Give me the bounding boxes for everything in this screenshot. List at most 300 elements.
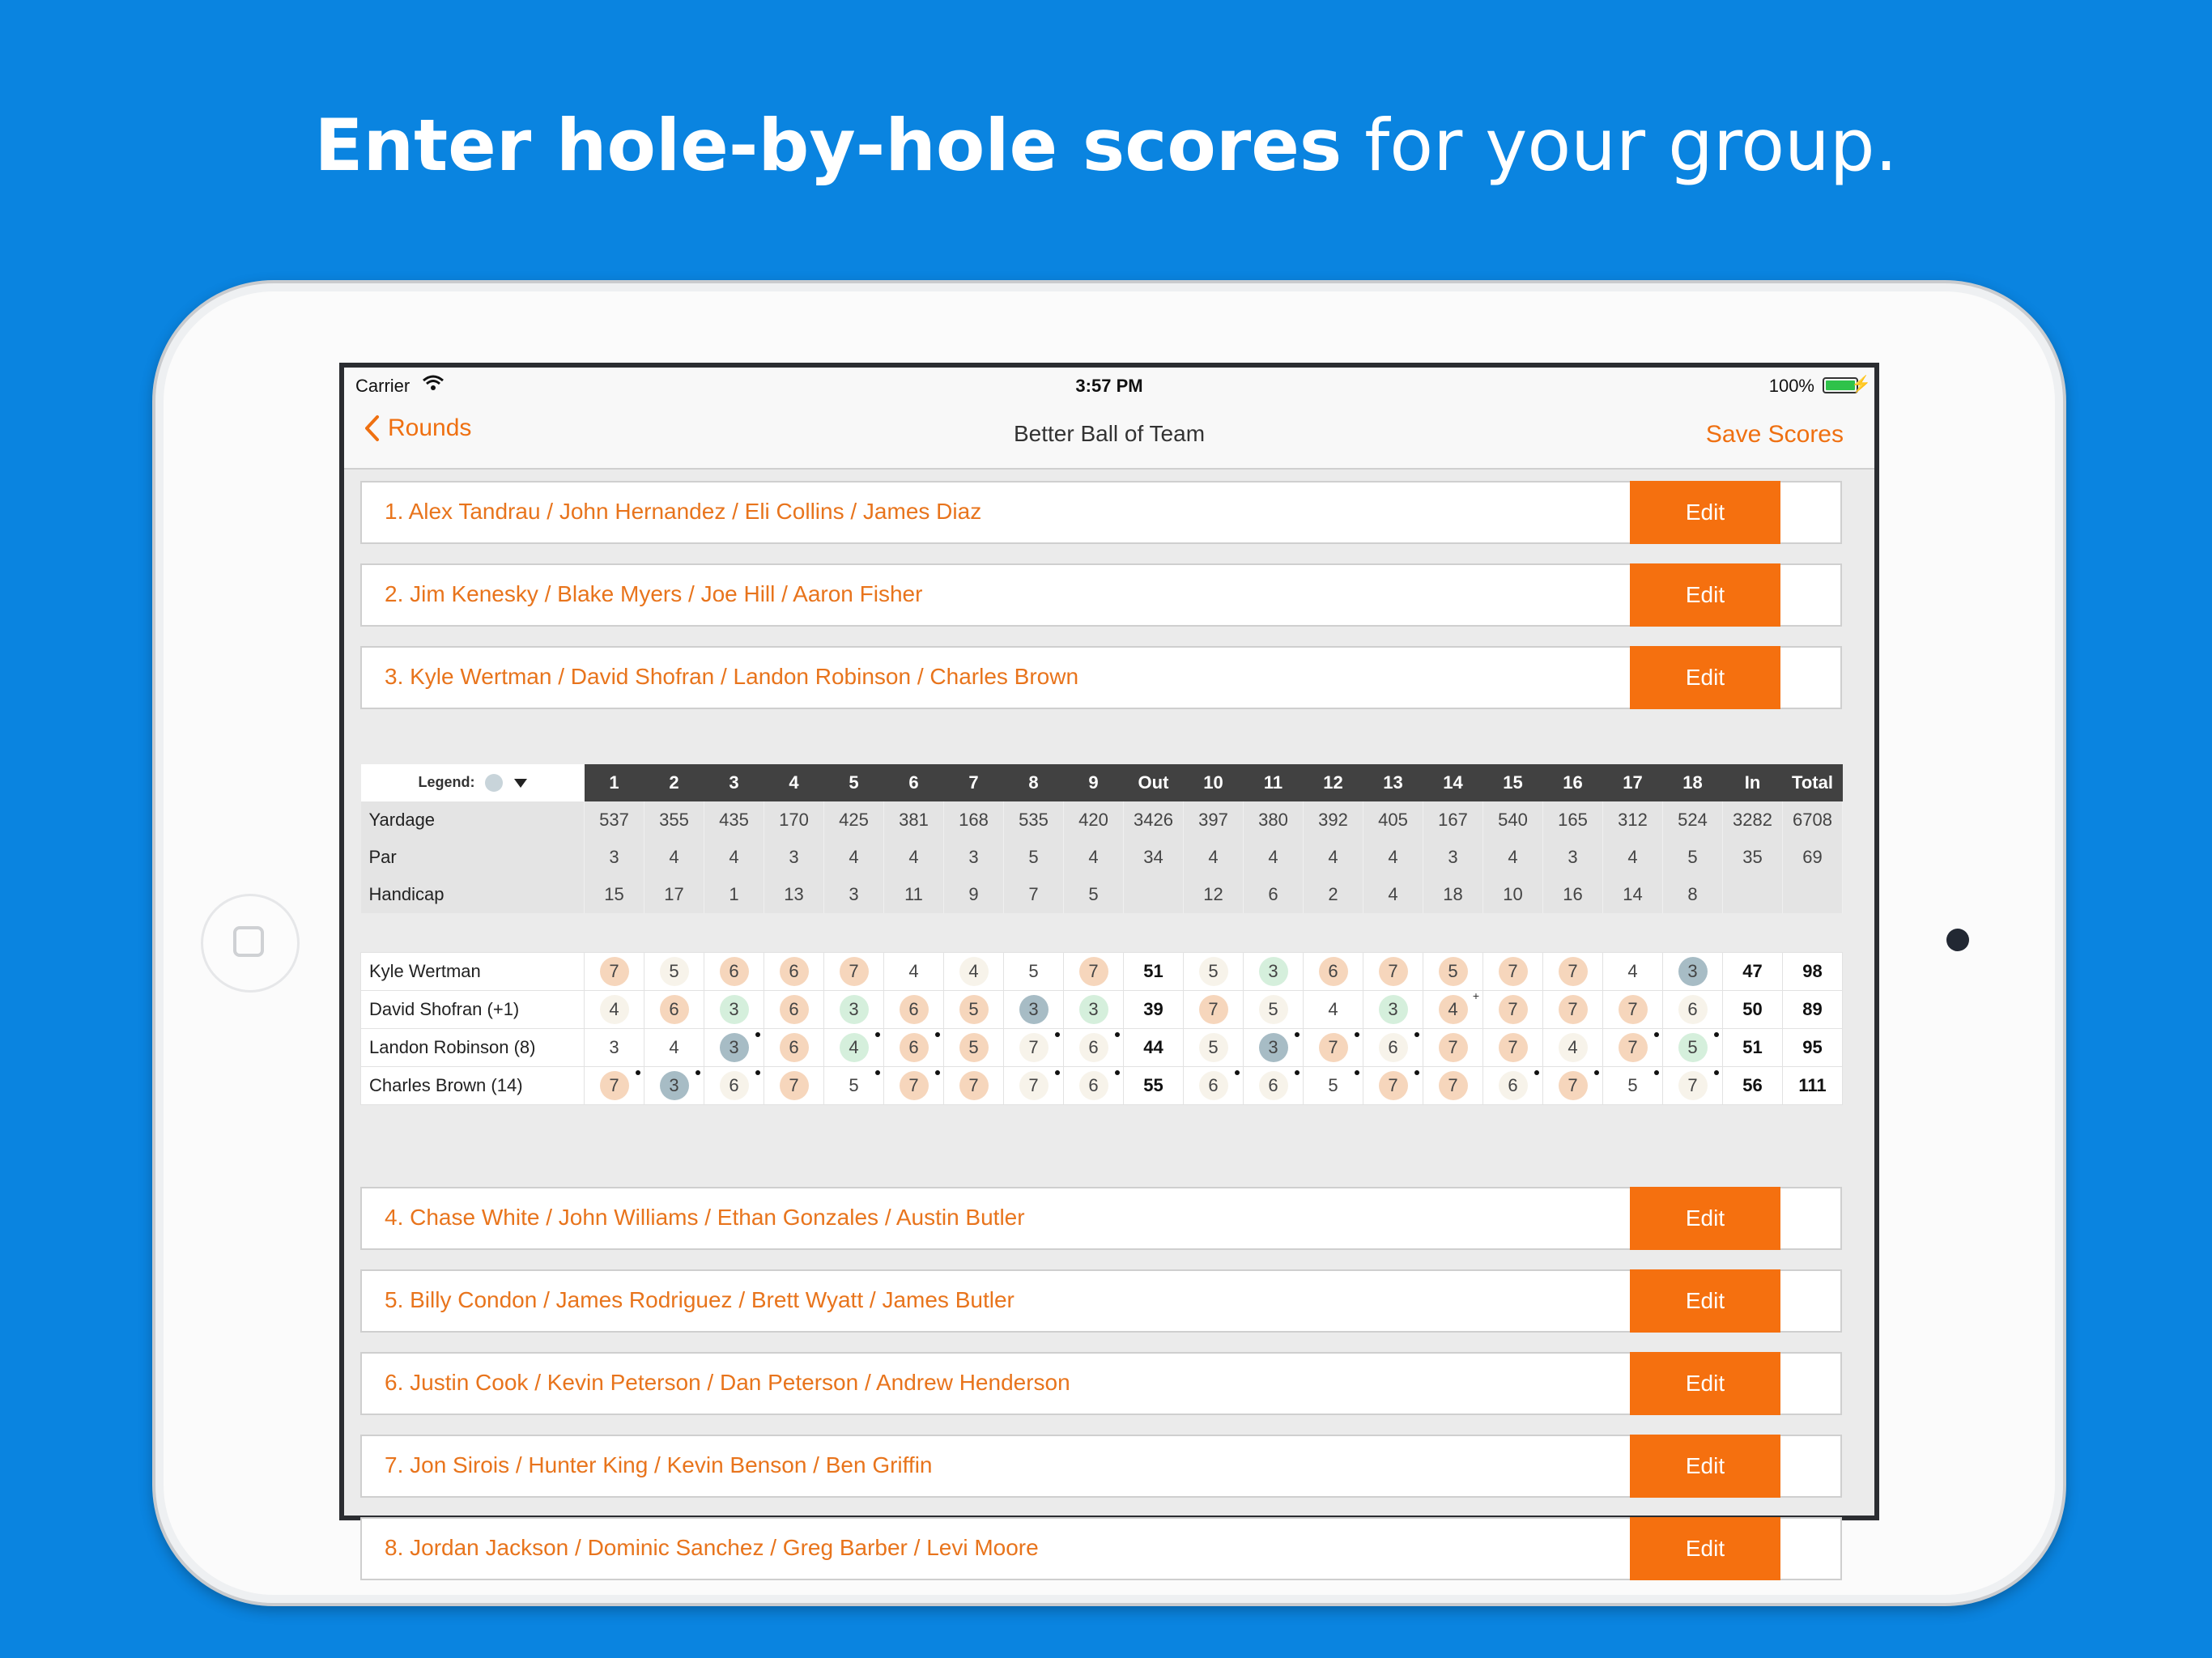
score-value: 6	[1199, 1071, 1228, 1100]
score-value: 4	[1439, 995, 1468, 1024]
home-button[interactable]	[201, 894, 300, 993]
hole-score-cell[interactable]	[644, 1029, 704, 1067]
par-cell: 4	[1064, 839, 1124, 876]
hole-score-cell[interactable]	[824, 1029, 884, 1067]
hole-header: 9	[1064, 764, 1124, 801]
handicap-cell: 2	[1304, 876, 1363, 913]
yardage-cell: 167	[1423, 801, 1483, 839]
score-value: 5	[660, 957, 689, 986]
handicap-cell: 16	[1543, 876, 1603, 913]
par-cell: 4	[884, 839, 944, 876]
par-cell: 4	[1483, 839, 1543, 876]
hole-header: 18	[1663, 764, 1723, 801]
battery-percent: 100%	[1768, 376, 1814, 396]
scorecard-table	[360, 764, 1843, 1105]
score-value: 7	[1619, 995, 1648, 1024]
handicap-cell: 14	[1603, 876, 1663, 913]
team-name: 1. Alex Tandrau / John Hernandez / Eli Collins / James Diaz	[385, 499, 982, 524]
score-value: 7	[1439, 1071, 1468, 1100]
hole-score-cell[interactable]	[1064, 1029, 1124, 1067]
scorecard	[360, 764, 1842, 1105]
team-row[interactable]	[360, 1352, 1842, 1415]
camera-lens	[1946, 929, 1969, 951]
score-value: 4	[959, 957, 989, 986]
score-value: 7	[1019, 1033, 1049, 1062]
hole-header: Total	[1783, 764, 1843, 801]
total-score-cell: 51	[1124, 953, 1184, 991]
score-value: 5	[1328, 1075, 1338, 1095]
hole-score-cell[interactable]	[1483, 1067, 1543, 1105]
page-title: Better Ball of Team	[1013, 421, 1206, 446]
hole-score-cell[interactable]	[704, 1029, 764, 1067]
scorecard-spacer	[361, 913, 1843, 953]
stroke-dot-icon	[1714, 1032, 1719, 1037]
stroke-dot-icon	[1355, 1032, 1359, 1037]
stroke-dot-icon	[1654, 1032, 1659, 1037]
hole-score-cell[interactable]	[1603, 953, 1663, 991]
hole-score-cell[interactable]	[644, 1067, 704, 1105]
hole-score-cell[interactable]	[585, 1067, 644, 1105]
hole-score-cell[interactable]	[1423, 1067, 1483, 1105]
total-score-cell: 47	[1723, 953, 1783, 991]
score-value: 7	[840, 957, 869, 986]
score-value: 7	[1559, 1071, 1588, 1100]
hole-score-cell[interactable]	[1004, 1029, 1064, 1067]
team-name: 7. Jon Sirois / Hunter King / Kevin Benson / Ben Griffin	[385, 1452, 933, 1477]
player-name: Kyle Wertman	[361, 953, 585, 991]
par-cell: 3	[585, 839, 644, 876]
edit-button[interactable]: Edit	[1630, 1517, 1780, 1580]
score-value: 5	[1439, 957, 1468, 986]
app-screen	[339, 363, 1879, 1561]
hole-score-cell[interactable]	[1423, 1029, 1483, 1067]
hole-score-cell[interactable]	[1064, 991, 1124, 1029]
par-cell: 4	[1603, 839, 1663, 876]
yardage-cell: 535	[1004, 801, 1064, 839]
hole-score-cell[interactable]	[1663, 953, 1723, 991]
team-name: 4. Chase White / John Williams / Ethan Gonzales / Austin Butler	[385, 1205, 1025, 1230]
hole-score-cell[interactable]	[764, 1067, 824, 1105]
player-row	[361, 1029, 1843, 1067]
hole-header: 14	[1423, 764, 1483, 801]
handicap-cell: 3	[824, 876, 884, 913]
carrier-label: Carrier	[355, 376, 410, 396]
par-label: Par	[361, 839, 585, 876]
hole-score-cell[interactable]	[1064, 1067, 1124, 1105]
hole-header: 4	[764, 764, 824, 801]
score-value: 6	[900, 995, 929, 1024]
score-value: 7	[1499, 995, 1528, 1024]
score-value: 4	[840, 1033, 869, 1062]
hole-score-cell[interactable]	[1304, 1067, 1363, 1105]
yardage-cell: 540	[1483, 801, 1543, 839]
hole-header: Out	[1124, 764, 1184, 801]
team-row[interactable]	[360, 481, 1842, 544]
hole-score-cell[interactable]	[764, 953, 824, 991]
hole-score-cell[interactable]	[585, 991, 644, 1029]
score-value: 3	[720, 995, 749, 1024]
hole-header: 3	[704, 764, 764, 801]
hole-header: 13	[1363, 764, 1423, 801]
yardage-cell: 425	[824, 801, 884, 839]
par-cell: 5	[1663, 839, 1723, 876]
legend-label: Legend:	[418, 773, 475, 790]
handicap-cell: 8	[1663, 876, 1723, 913]
hole-score-cell[interactable]	[1244, 1067, 1304, 1105]
handicap-cell: 9	[944, 876, 1004, 913]
edit-button[interactable]: Edit	[1630, 1269, 1780, 1333]
nav-bar	[344, 403, 1874, 470]
stroke-dot-icon	[935, 1032, 940, 1037]
hole-score-cell[interactable]	[1483, 953, 1543, 991]
hole-score-cell[interactable]	[1004, 991, 1064, 1029]
hole-score-cell[interactable]	[1004, 1067, 1064, 1105]
hole-score-cell[interactable]	[1603, 1067, 1663, 1105]
hole-score-cell[interactable]	[884, 1067, 944, 1105]
hole-score-cell[interactable]	[824, 953, 884, 991]
legend-dot-icon	[485, 774, 503, 792]
stroke-dot-icon	[1115, 1070, 1120, 1075]
score-value: 7	[1499, 1033, 1528, 1062]
yardage-cell: 355	[644, 801, 704, 839]
team-name: 8. Jordan Jackson / Dominic Sanchez / Greg Barber / Levi Moore	[385, 1535, 1039, 1560]
score-value: 3	[720, 1033, 749, 1062]
hole-score-cell[interactable]	[1363, 1067, 1423, 1105]
handicap-cell: 1	[704, 876, 764, 913]
par-cell: 3	[764, 839, 824, 876]
score-value: 5	[1627, 1075, 1638, 1095]
home-square-icon	[233, 926, 264, 957]
player-row	[361, 1067, 1843, 1105]
charging-bolt-icon: ⚡	[1851, 376, 1871, 393]
yardage-cell: 524	[1663, 801, 1723, 839]
hole-score-cell[interactable]	[1184, 953, 1244, 991]
par-cell: 4	[1184, 839, 1244, 876]
stroke-dot-icon	[935, 1070, 940, 1075]
handicap-cell	[1723, 876, 1783, 913]
score-value: 3	[1079, 995, 1108, 1024]
par-cell: 4	[1244, 839, 1304, 876]
score-value: 5	[849, 1075, 859, 1095]
hole-score-cell[interactable]	[1543, 1029, 1603, 1067]
hole-score-cell[interactable]	[764, 1029, 824, 1067]
score-value: 7	[1379, 957, 1408, 986]
hole-score-cell[interactable]	[704, 991, 764, 1029]
score-value: 7	[1559, 995, 1588, 1024]
hole-score-cell[interactable]	[644, 991, 704, 1029]
score-value: 6	[1499, 1071, 1528, 1100]
stroke-dot-icon	[1055, 1070, 1060, 1075]
score-value: 6	[1259, 1071, 1288, 1100]
score-value: 4	[600, 995, 629, 1024]
stroke-dot-icon	[1594, 1070, 1599, 1075]
score-value: 3	[609, 1037, 619, 1057]
total-score-cell: 95	[1783, 1029, 1843, 1067]
handicap-cell: 12	[1184, 876, 1244, 913]
stroke-dot-icon	[1055, 1032, 1060, 1037]
score-value: 7	[1379, 1071, 1408, 1100]
team-name: 2. Jim Kenesky / Blake Myers / Joe Hill / Aaron Fisher	[385, 581, 923, 606]
score-value: 6	[1678, 995, 1708, 1024]
back-label: Rounds	[388, 414, 472, 441]
score-value: 3	[660, 1071, 689, 1100]
hole-score-cell[interactable]	[1603, 1029, 1663, 1067]
score-value: 7	[1619, 1033, 1648, 1062]
hole-score-cell[interactable]	[585, 1029, 644, 1067]
handicap-cell: 15	[585, 876, 644, 913]
hole-score-cell[interactable]	[944, 953, 1004, 991]
score-value: 3	[1259, 1033, 1288, 1062]
headline-light: for your group.	[1342, 104, 1898, 187]
team-row[interactable]	[360, 646, 1842, 709]
yardage-cell: 435	[704, 801, 764, 839]
hole-score-cell[interactable]	[944, 991, 1004, 1029]
score-value: 7	[1319, 1033, 1348, 1062]
yardage-row	[361, 801, 1843, 839]
score-value: 5	[1678, 1033, 1708, 1062]
hole-score-cell[interactable]	[585, 953, 644, 991]
hole-header: 1	[585, 764, 644, 801]
hole-header: 16	[1543, 764, 1603, 801]
score-value: 5	[1259, 995, 1288, 1024]
hole-score-cell[interactable]	[824, 1067, 884, 1105]
score-value: 7	[780, 1071, 809, 1100]
yardage-cell: 405	[1363, 801, 1423, 839]
hole-score-cell[interactable]	[1244, 991, 1304, 1029]
hole-score-cell[interactable]	[1483, 1029, 1543, 1067]
score-value: 4	[669, 1037, 679, 1057]
content-area	[344, 470, 1874, 1561]
score-value: 4	[1328, 999, 1338, 1019]
yardage-cell: 3426	[1124, 801, 1184, 839]
total-score-cell: 39	[1124, 991, 1184, 1029]
stroke-dot-icon	[875, 1032, 880, 1037]
stroke-dot-icon	[1414, 1070, 1419, 1075]
hole-score-cell[interactable]	[824, 991, 884, 1029]
par-cell: 3	[1543, 839, 1603, 876]
score-value: 7	[959, 1071, 989, 1100]
hole-score-cell[interactable]	[884, 991, 944, 1029]
team-row[interactable]	[360, 563, 1842, 627]
yardage-cell: 537	[585, 801, 644, 839]
score-value: 6	[900, 1033, 929, 1062]
par-cell: 4	[644, 839, 704, 876]
edit-button[interactable]: Edit	[1630, 563, 1780, 627]
yardage-cell: 3282	[1723, 801, 1783, 839]
edit-button[interactable]: Edit	[1630, 646, 1780, 709]
plus-stroke-icon: +	[1472, 989, 1479, 1002]
handicap-cell: 17	[644, 876, 704, 913]
par-cell: 69	[1783, 839, 1843, 876]
team-name: 3. Kyle Wertman / David Shofran / Landon Robinson / Charles Brown	[385, 664, 1079, 689]
hole-score-cell[interactable]	[1603, 991, 1663, 1029]
dropdown-caret-icon	[514, 779, 527, 788]
player-row	[361, 991, 1843, 1029]
total-score-cell: 111	[1783, 1067, 1843, 1105]
score-value: 7	[1079, 957, 1108, 986]
hole-score-cell[interactable]	[1543, 991, 1603, 1029]
stroke-dot-icon	[1295, 1070, 1300, 1075]
score-value: 6	[1079, 1071, 1108, 1100]
hole-header: 17	[1603, 764, 1663, 801]
score-value: 3	[840, 995, 869, 1024]
score-value: 7	[600, 957, 629, 986]
score-value: 3	[1019, 995, 1049, 1024]
hole-score-cell[interactable]	[944, 1067, 1004, 1105]
hole-header: 10	[1184, 764, 1244, 801]
total-score-cell: 55	[1124, 1067, 1184, 1105]
clock: 3:57 PM	[1075, 376, 1143, 396]
handicap-cell: 10	[1483, 876, 1543, 913]
legend-control[interactable]	[361, 764, 585, 801]
score-value: 7	[1499, 957, 1528, 986]
hole-score-cell[interactable]	[704, 953, 764, 991]
hole-score-cell[interactable]	[1304, 953, 1363, 991]
hole-score-cell[interactable]	[1363, 1029, 1423, 1067]
stroke-dot-icon	[636, 1070, 640, 1075]
hole-score-cell[interactable]	[1244, 1029, 1304, 1067]
yardage-cell: 397	[1184, 801, 1244, 839]
hole-score-cell[interactable]	[1483, 991, 1543, 1029]
player-name: Charles Brown (14)	[361, 1067, 585, 1105]
score-value: 7	[1199, 995, 1228, 1024]
hole-header: 2	[644, 764, 704, 801]
hole-header: 15	[1483, 764, 1543, 801]
yardage-cell: 380	[1244, 801, 1304, 839]
save-scores-button[interactable]: Save Scores	[1705, 421, 1844, 448]
hole-score-cell[interactable]	[884, 1029, 944, 1067]
hole-score-cell[interactable]	[1363, 991, 1423, 1029]
handicap-cell: 5	[1064, 876, 1124, 913]
status-bar	[344, 368, 1874, 403]
handicap-cell: 18	[1423, 876, 1483, 913]
hole-score-cell[interactable]	[1064, 953, 1124, 991]
hole-score-cell[interactable]	[1363, 953, 1423, 991]
handicap-cell: 4	[1363, 876, 1423, 913]
hole-score-cell[interactable]	[1304, 1029, 1363, 1067]
handicap-label: Handicap	[361, 876, 585, 913]
handicap-cell: 7	[1004, 876, 1064, 913]
hole-score-cell[interactable]	[1184, 991, 1244, 1029]
player-row	[361, 953, 1843, 991]
hole-header: 6	[884, 764, 944, 801]
hole-score-cell[interactable]	[1543, 1067, 1603, 1105]
score-value: 5	[1199, 1033, 1228, 1062]
hole-header: 8	[1004, 764, 1064, 801]
handicap-cell: 11	[884, 876, 944, 913]
hole-score-cell[interactable]	[1663, 1029, 1723, 1067]
hole-score-cell[interactable]	[1004, 953, 1064, 991]
total-score-cell: 56	[1723, 1067, 1783, 1105]
hole-score-cell[interactable]	[1663, 1067, 1723, 1105]
scorecard-header-row	[361, 764, 1843, 801]
par-cell: 3	[1423, 839, 1483, 876]
stroke-dot-icon	[1295, 1032, 1300, 1037]
stroke-dot-icon	[1355, 1070, 1359, 1075]
score-value: 5	[1199, 957, 1228, 986]
stroke-dot-icon	[1414, 1032, 1419, 1037]
team-row[interactable]	[360, 1187, 1842, 1250]
hole-score-cell[interactable]	[884, 953, 944, 991]
total-score-cell: 50	[1723, 991, 1783, 1029]
score-value: 7	[1678, 1071, 1708, 1100]
score-value: 7	[1439, 1033, 1468, 1062]
hole-score-cell[interactable]	[1423, 953, 1483, 991]
score-value: 4	[1627, 961, 1638, 981]
yardage-cell: 165	[1543, 801, 1603, 839]
hole-score-cell[interactable]	[1184, 1067, 1244, 1105]
headline	[0, 104, 2212, 187]
player-name: Landon Robinson (8)	[361, 1029, 585, 1067]
hole-header: 12	[1304, 764, 1363, 801]
hole-header: 7	[944, 764, 1004, 801]
handicap-cell: 13	[764, 876, 824, 913]
yardage-cell: 168	[944, 801, 1004, 839]
edit-button[interactable]: Edit	[1630, 1352, 1780, 1415]
team-row[interactable]	[360, 1435, 1842, 1498]
yardage-label: Yardage	[361, 801, 585, 839]
stroke-dot-icon	[755, 1070, 760, 1075]
score-value: 6	[780, 1033, 809, 1062]
team-row[interactable]	[360, 1269, 1842, 1333]
par-cell: 3	[944, 839, 1004, 876]
hole-header: 5	[824, 764, 884, 801]
hole-score-cell[interactable]	[1184, 1029, 1244, 1067]
hole-score-cell[interactable]	[764, 991, 824, 1029]
score-value: 6	[1319, 957, 1348, 986]
yardage-cell: 6708	[1783, 801, 1843, 839]
hole-score-cell[interactable]	[1543, 953, 1603, 991]
score-value: 3	[1678, 957, 1708, 986]
hole-score-cell[interactable]	[1304, 991, 1363, 1029]
score-value: 6	[780, 995, 809, 1024]
score-value: 5	[959, 995, 989, 1024]
score-value: 6	[1379, 1033, 1408, 1062]
score-value: 6	[720, 957, 749, 986]
score-value: 4	[908, 961, 919, 981]
score-value: 7	[600, 1071, 629, 1100]
yardage-cell: 381	[884, 801, 944, 839]
stroke-dot-icon	[755, 1032, 760, 1037]
score-value: 7	[1559, 957, 1588, 986]
edit-button[interactable]: Edit	[1630, 481, 1780, 544]
handicap-row	[361, 876, 1843, 913]
edit-button[interactable]: Edit	[1630, 1187, 1780, 1250]
total-score-cell: 89	[1783, 991, 1843, 1029]
hole-score-cell[interactable]	[644, 953, 704, 991]
score-value: 7	[900, 1071, 929, 1100]
hole-score-cell[interactable]	[944, 1029, 1004, 1067]
par-cell: 4	[704, 839, 764, 876]
handicap-cell	[1783, 876, 1843, 913]
par-row	[361, 839, 1843, 876]
team-name: 6. Justin Cook / Kevin Peterson / Dan Peterson / Andrew Henderson	[385, 1370, 1070, 1395]
stroke-dot-icon	[1235, 1070, 1240, 1075]
handicap-cell	[1124, 876, 1184, 913]
hole-score-cell[interactable]	[1423, 991, 1483, 1029]
score-value: 6	[780, 957, 809, 986]
score-value: 3	[1259, 957, 1288, 986]
team-name: 5. Billy Condon / James Rodriguez / Brett Wyatt / James Butler	[385, 1287, 1015, 1312]
stroke-dot-icon	[1714, 1070, 1719, 1075]
score-value: 4	[1559, 1033, 1588, 1062]
edit-button[interactable]: Edit	[1630, 1435, 1780, 1498]
stroke-dot-icon	[1654, 1070, 1659, 1075]
team-row[interactable]	[360, 1517, 1842, 1580]
hole-score-cell[interactable]	[1244, 953, 1304, 991]
hole-score-cell[interactable]	[1663, 991, 1723, 1029]
hole-score-cell[interactable]	[704, 1067, 764, 1105]
